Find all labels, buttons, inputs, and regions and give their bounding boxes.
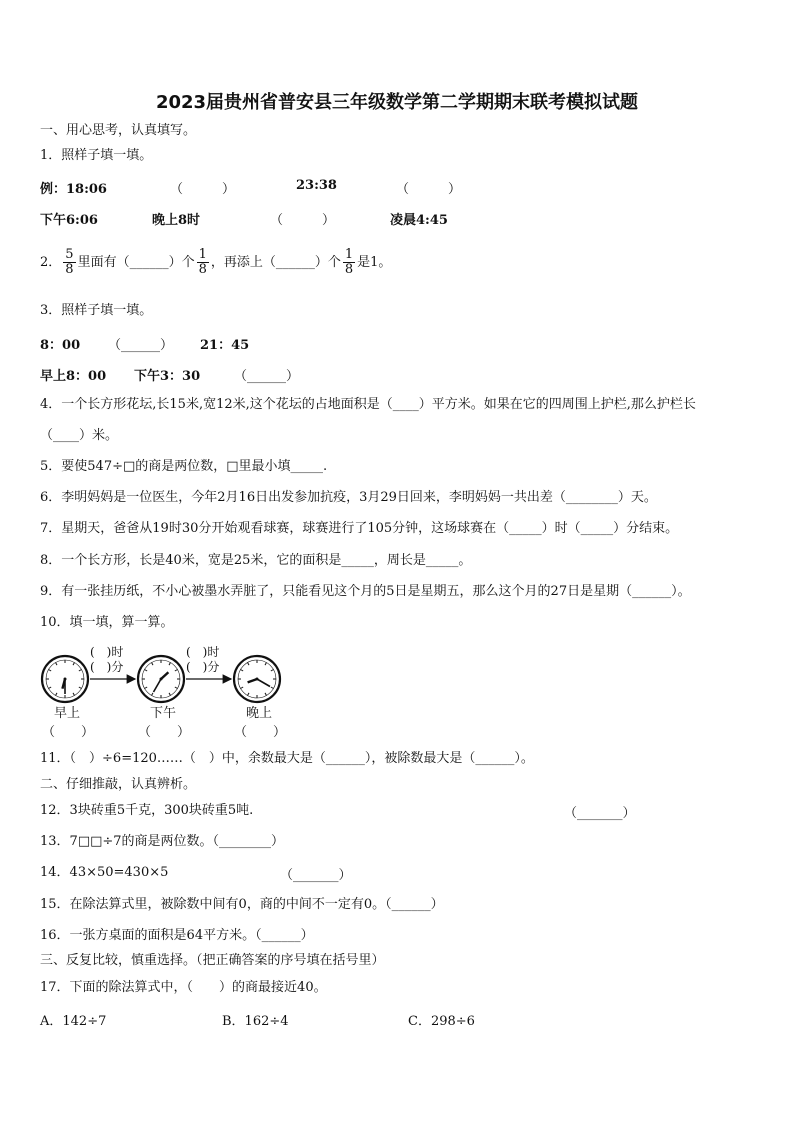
q3-blank-1[interactable]: （______） [108,338,174,353]
q3-time-4: 下午3：30 [134,369,201,384]
clock-label-evening: 晚上 [245,706,272,721]
q3-blank-2[interactable]: （______） [234,369,300,384]
clock-answer-2[interactable]: （ ） [138,725,191,740]
q1-blank-2[interactable]: （ ） [396,182,462,197]
clock-blanks-2[interactable] [186,645,219,675]
question-1-stem: 1．照样子填一填。 [40,148,153,163]
blank-minutes-1[interactable]: ( )分 [90,660,124,674]
option-b[interactable]: B．162÷4 [222,1014,289,1029]
section-3-heading: 三、反复比较，慎重选择。（把正确答案的序号填在括号里） [40,953,385,968]
q2-text-3: 是1。 [357,255,392,270]
question-14: 14．43×50=430×5 [40,865,169,880]
question-9: 9．有一张挂历纸，不小心被墨水弄脏了，只能看见这个月的5日是星期五，那么这个月的27日是星期（______）。 [40,584,691,599]
question-3-stem: 3．照样子填一填。 [40,303,153,318]
question-16: 16．一张方桌面的面积是64平方米。（______） [40,928,314,943]
page-title: 2023届贵州省普安县三年级数学第二学期期末联考模拟试题 [155,92,639,113]
section-2-heading: 二、仔细推敲，认真辨析。 [40,777,197,792]
clock-center [160,678,163,681]
q14-blank[interactable]: （_______） [280,868,352,883]
clock-answer-3[interactable]: （ ） [234,725,287,740]
question-13: 13．7□□÷7的商是两位数。（________） [40,834,285,849]
clock-answer-1[interactable]: （ ） [42,725,95,740]
option-a[interactable]: A．142÷7 [40,1014,107,1029]
question-10-stem: 10．填一填，算一算。 [40,615,174,630]
question-12: 12．3块砖重5千克，300块砖重5吨. [40,803,254,818]
question-5: 5．要使547÷□的商是两位数，□里最小填_____. [40,459,328,474]
question-2 [40,244,391,282]
question-6: 6．李明妈妈是一位医生，今年2月16日出发参加抗疫，3月29日回来，李明妈妈一共出差（________）天。 [40,490,657,505]
blank-hours-1[interactable]: ( )时 [90,645,124,659]
q12-blank[interactable]: （_______） [564,806,636,821]
q1-blank-3[interactable]: （ ） [270,213,336,228]
q3-time-3: 早上8：00 [40,369,107,384]
fraction-1-8-a: $\frac{1}{8}$ [198,247,207,277]
question-8: 8．一个长方形，长是40米，宽是25米，它的面积是_____，周长是_____。 [40,553,472,568]
clock-blanks-1[interactable] [90,645,123,675]
clock-center [64,678,67,681]
question-11: 11．（ ）÷6=120……（ ）中，余数最大是（______），被除数最大是（______）。 [40,751,534,766]
q2-text-1: 里面有（______）个 [77,255,195,270]
clock-morning [42,656,88,702]
blank-minutes-2[interactable]: ( )分 [186,660,220,674]
question-17-stem: 17．下面的除法算式中，（ ）的商最接近40。 [40,980,327,995]
q3-time-2: 21：45 [200,338,250,353]
clock-evening [234,656,280,702]
clock-label-morning: 早上 [53,706,80,721]
q1-example: 例：18:06 [40,182,107,197]
q1-blank-1[interactable]: （ ） [170,182,236,197]
q2-text-2: ，再添上（______）个 [210,255,341,270]
question-4-line-1: 4．一个长方形花坛,长15米,宽12米,这个花坛的占地面积是（____）平方米。如果在它的四周围上护栏,那么护栏长 [40,397,696,412]
blank-hours-2[interactable]: ( )时 [186,645,220,659]
q1-time-5: 凌晨4:45 [390,213,448,228]
fraction-5-8: $\frac{5}{8}$ [65,247,74,277]
fraction-1-8-b: $\frac{1}{8}$ [344,247,354,277]
q2-number: 2． [40,255,62,270]
section-1-heading: 一、用心思考，认真填写。 [40,123,197,138]
q3-time-1: 8：00 [40,338,81,353]
q1-time-2: 23:38 [296,178,337,193]
question-4-line-2: （____）米。 [40,428,119,443]
q1-time-3: 下午6:06 [40,213,98,228]
question-7: 7．星期天，爸爸从19时30分开始观看球赛，球赛进行了105分钟，这场球赛在（_____）时（_____）分结束。 [40,521,679,536]
question-15: 15．在除法算式里，被除数中间有0，商的中间不一定有0。（______） [40,897,444,912]
q1-time-4: 晚上8时 [152,213,201,228]
option-c[interactable]: C．298÷6 [408,1014,475,1029]
clock-label-afternoon: 下午 [149,706,176,721]
clock-afternoon [138,656,184,702]
clock-center [256,678,259,681]
